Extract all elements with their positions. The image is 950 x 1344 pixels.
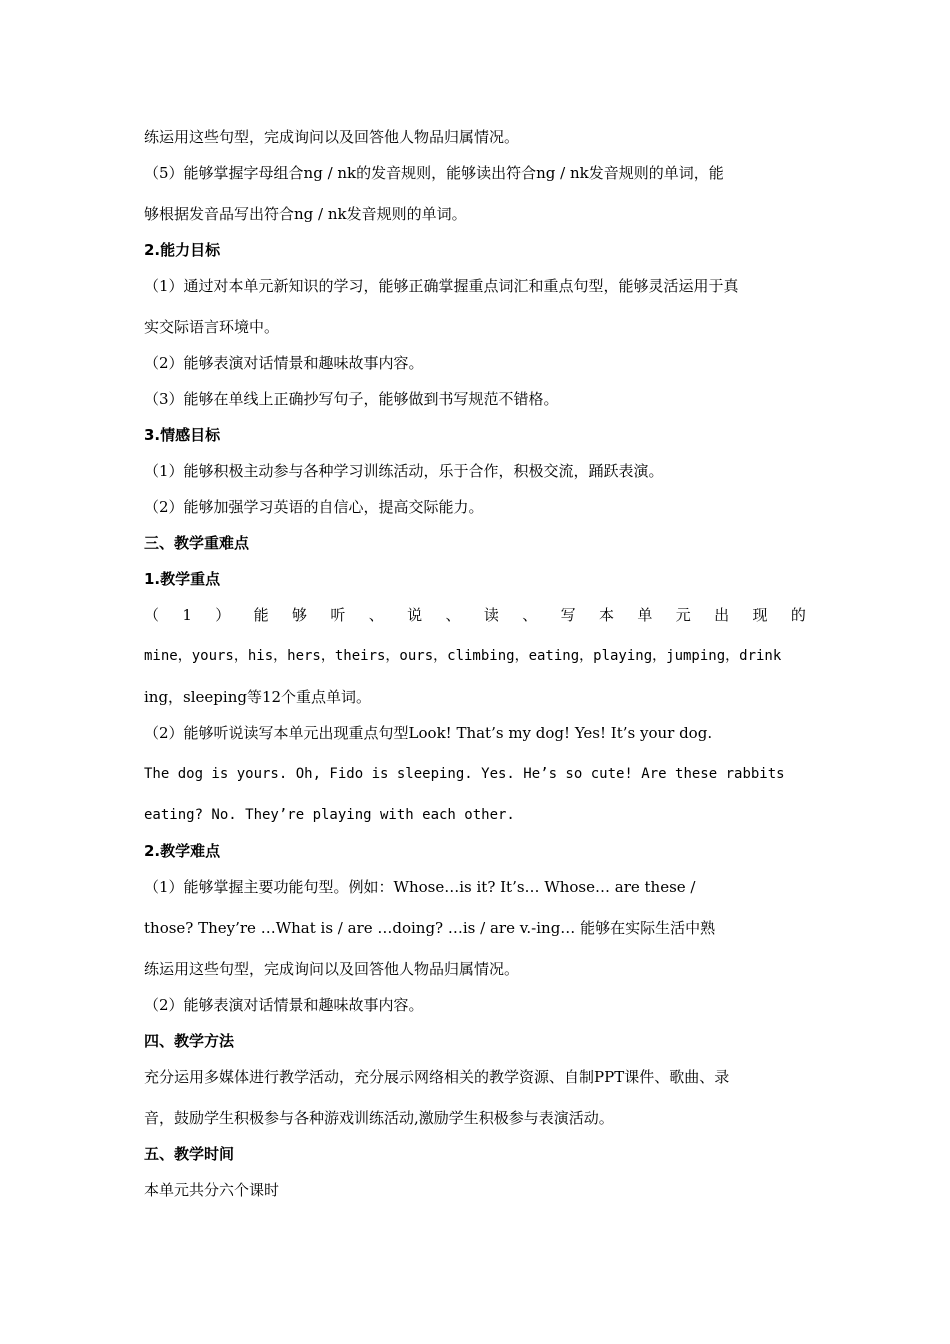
char: 说 — [407, 606, 423, 624]
paragraph-line: The dog is yours. Oh, Fido is sleeping. Yes. He’s so cute! Are these rabbits — [144, 766, 785, 782]
paragraph-line: （3）能够在单线上正确抄写句子，能够做到书写规范不错格。 — [144, 390, 559, 408]
section-heading: 2.教学难点 — [144, 842, 221, 860]
chapter-heading: 三、教学重难点 — [144, 534, 250, 552]
paragraph-line: 音，鼓励学生积极参与各种游戏训练活动,激励学生积极参与表演活动。 — [144, 1109, 614, 1127]
paragraph-line: 够根据发音品写出符合ng / nk发音规则的单词。 — [144, 205, 467, 223]
justified-paragraph-line — [144, 605, 806, 625]
char: （ — [144, 606, 160, 624]
char: 出 — [714, 606, 730, 624]
char: ） — [215, 606, 231, 624]
char: 听 — [330, 606, 346, 624]
paragraph-line: （1）能够积极主动参与各种学习训练活动，乐于合作，积极交流，踊跃表演。 — [144, 462, 664, 480]
char: 写 — [560, 606, 576, 624]
char: 读 — [483, 606, 499, 624]
paragraph-line: 实交际语言环境中。 — [144, 318, 280, 336]
paragraph-line: （2）能够加强学习英语的自信心，提高交际能力。 — [144, 498, 484, 516]
paragraph-line: those? They’re …What is / are …doing? …is / are v.-ing… 能够在实际生活中熟 — [144, 919, 716, 937]
paragraph-line: mine，yours，his，hers，theirs，ours，climbing，eating，playing，jumping，drink — [144, 648, 782, 664]
char: 的 — [790, 606, 806, 624]
paragraph-line: （1）通过对本单元新知识的学习，能够正确掌握重点词汇和重点句型，能够灵活运用于真 — [144, 277, 739, 295]
paragraph-line: （2）能够听说读写本单元出现重点句型Look! That’s my dog! Yes! It’s your dog. — [144, 724, 713, 742]
paragraph-line: （1）能够掌握主要功能句型。例如：Whose…is it? It’s… Whose… are these / — [144, 878, 696, 896]
section-heading: 3.情感目标 — [144, 426, 221, 444]
chapter-heading: 五、教学时间 — [144, 1145, 235, 1163]
chapter-heading: 四、教学方法 — [144, 1032, 235, 1050]
paragraph-line: （2）能够表演对话情景和趣味故事内容。 — [144, 354, 424, 372]
char: 能 — [253, 606, 269, 624]
paragraph-line: 练运用这些句型，完成询问以及回答他人物品归属情况。 — [144, 960, 520, 978]
char: 、 — [522, 606, 538, 624]
char: 够 — [292, 606, 308, 624]
char: 元 — [675, 606, 691, 624]
char: 、 — [368, 606, 384, 624]
paragraph-line: 本单元共分六个课时 — [144, 1181, 280, 1199]
paragraph-line: ing，sleeping等12个重点单词。 — [144, 688, 372, 706]
paragraph-line: eating? No. They’re playing with each other. — [144, 807, 515, 823]
char: 1 — [182, 606, 192, 624]
section-heading: 1.教学重点 — [144, 570, 221, 588]
paragraph-line: 练运用这些句型，完成询问以及回答他人物品归属情况。 — [144, 128, 520, 146]
char: 单 — [637, 606, 653, 624]
paragraph-line: （2）能够表演对话情景和趣味故事内容。 — [144, 996, 424, 1014]
char: 现 — [752, 606, 768, 624]
paragraph-line: 充分运用多媒体进行教学活动，充分展示网络相关的教学资源、自制PPT课件、歌曲、录 — [144, 1068, 730, 1086]
paragraph-line: （5）能够掌握字母组合ng / nk的发音规则，能够读出符合ng / nk发音规则的单词，能 — [144, 164, 724, 182]
char: 、 — [445, 606, 461, 624]
section-heading: 2.能力目标 — [144, 241, 221, 259]
char: 本 — [599, 606, 615, 624]
